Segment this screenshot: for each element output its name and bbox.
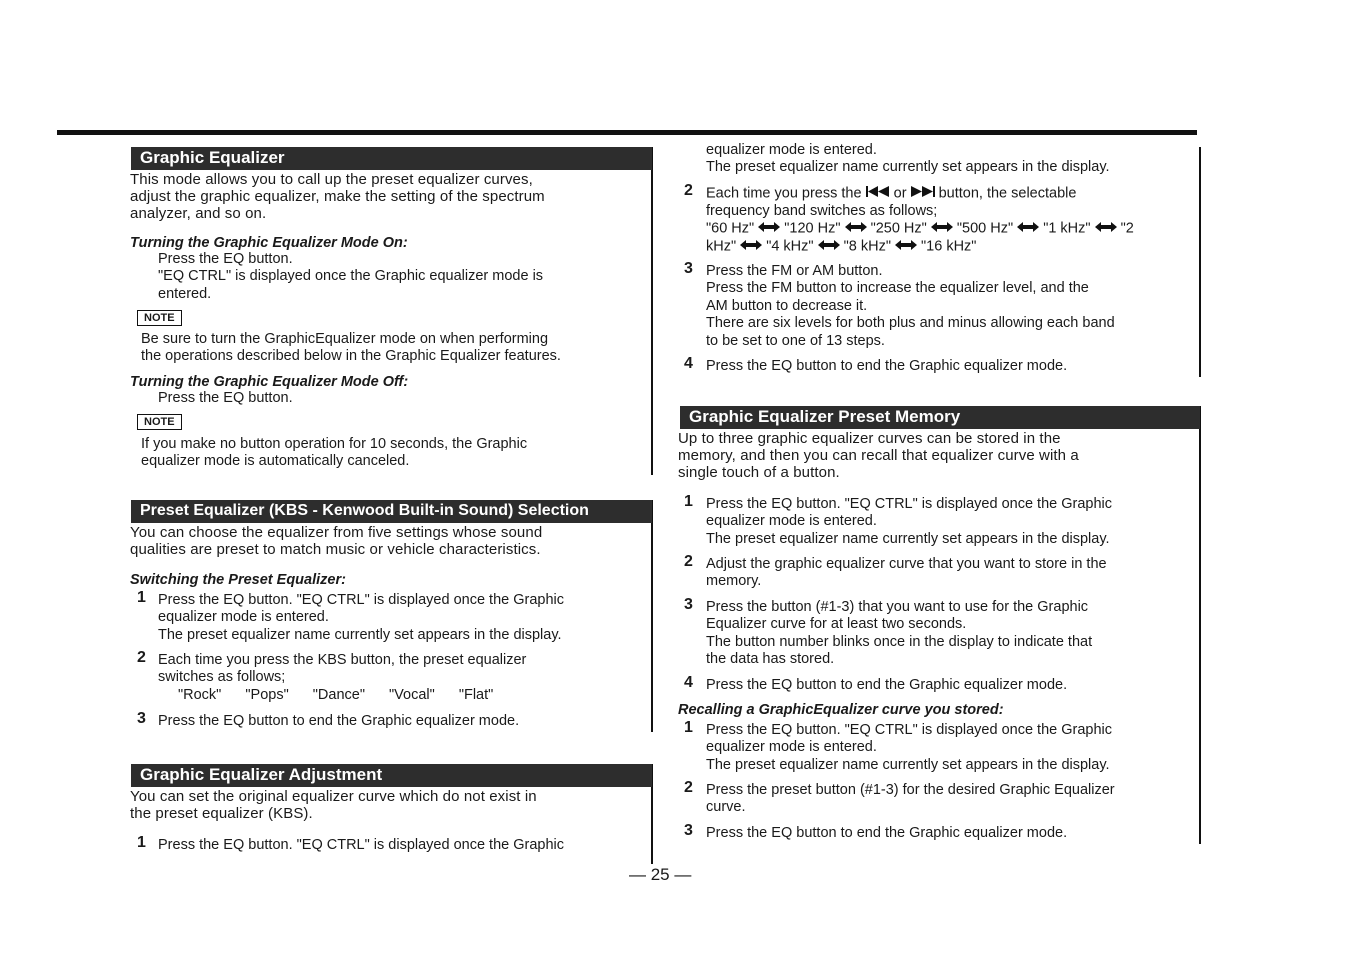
- continued-text: equalizer mode is entered. The preset equalizer name currently set appears in the display.: [706, 142, 1110, 176]
- note-text: If you make no button operation for 10 seconds, the Graphic equalizer mode is automatically canceled.: [141, 436, 528, 470]
- step-text: Press the EQ button. "EQ CTRL" is displayed once the Graphic equalizer mode is entered. The preset equalizer name currently set appears in the display.: [158, 592, 565, 643]
- left-column-rule: [651, 500, 653, 732]
- double-arrow-icon: [1095, 220, 1117, 237]
- step-number: 1: [684, 719, 693, 736]
- subheading-recall: Recalling a GraphicEqualizer curve you stored:: [678, 702, 1004, 718]
- double-arrow-icon: [758, 220, 780, 237]
- skip-back-icon: [866, 185, 890, 202]
- memory-intro: Up to three graphic equalizer curves can be stored in the memory, and then you can recall that equalizer curve with a single touch of a button.: [678, 430, 1079, 481]
- step-text: Press the button (#1-3) that you want to use for the Graphic Equalizer curve for at least two seconds. The button number blinks once in the display to indicate that the data has stored.: [706, 599, 1093, 668]
- step-number: 2: [137, 649, 146, 666]
- step-number: 2: [684, 553, 693, 570]
- step-text: Press the EQ button to end the Graphic equalizer mode.: [706, 677, 1068, 693]
- subheading-mode-on: Turning the Graphic Equalizer Mode On:: [130, 235, 408, 251]
- section-title-eq-adjustment: Graphic Equalizer Adjustment: [131, 764, 652, 787]
- subheading-mode-off: Turning the Graphic Equalizer Mode Off:: [130, 374, 409, 390]
- step-text: Press the EQ button. "EQ CTRL" is displayed once the Graphic equalizer mode is entered. The preset equalizer name currently set appears in the display.: [706, 496, 1113, 547]
- step-text: Press the FM or AM button. Press the FM button to increase the equalizer level, and the AM button to decrease it. There are six levels for both plus and minus allowing each band to be set to one of 13 steps.: [706, 263, 1115, 349]
- top-rule: [57, 130, 1197, 135]
- step-text: Press the EQ button to end the Graphic equalizer mode.: [158, 713, 520, 729]
- preset-list: "Rock" "Pops" "Dance" "Vocal" "Flat": [178, 687, 494, 703]
- step-text: Press the EQ button. "EQ CTRL" is displayed once the Graphic equalizer mode is entered. The preset equalizer name currently set appears in the display.: [706, 722, 1113, 773]
- step-text: Each time you press the KBS button, the preset equalizer switches as follows;: [158, 652, 527, 686]
- double-arrow-icon: [845, 220, 867, 237]
- step-number: 1: [137, 589, 146, 606]
- step-number: 2: [684, 779, 693, 796]
- note-badge: NOTE: [137, 414, 182, 430]
- step-text: Adjust the graphic equalizer curve that you want to store in the memory.: [706, 556, 1107, 590]
- note-badge: NOTE: [137, 310, 182, 326]
- step-number: 4: [684, 355, 693, 372]
- step-number: 2: [684, 182, 693, 199]
- step-text: Press the EQ button. "EQ CTRL" is displayed once the Graphic: [158, 837, 565, 853]
- subheading-switching-preset: Switching the Preset Equalizer:: [130, 572, 346, 588]
- step-number: 4: [684, 674, 693, 691]
- mode-on-text: Press the EQ button. "EQ CTRL" is displayed once the Graphic equalizer mode is entered.: [158, 251, 544, 302]
- step-text: Each time you press the or button, the selectable frequency band switches as follows; "60 Hz" "120 Hz" "250 Hz" "500 Hz" "1 kHz" "2 kHz" "4 kHz" "8 kHz" "16 kHz": [706, 185, 1134, 255]
- mode-off-text: Press the EQ button.: [158, 390, 293, 406]
- double-arrow-icon: [818, 238, 840, 255]
- double-arrow-icon: [895, 238, 917, 255]
- graphic-eq-intro: This mode allows you to call up the preset equalizer curves, adjust the graphic equalizer, make the setting of the spectrum analyzer, and so on.: [130, 171, 545, 222]
- step-number: 1: [137, 834, 146, 851]
- step-number: 1: [684, 493, 693, 510]
- left-column-rule: [651, 147, 653, 475]
- step-number: 3: [684, 596, 693, 613]
- section-title-preset-memory: Graphic Equalizer Preset Memory: [680, 406, 1200, 429]
- step-text: Press the preset button (#1-3) for the desired Graphic Equalizer curve.: [706, 782, 1115, 816]
- right-column-rule: [1199, 147, 1201, 377]
- kbs-intro: You can choose the equalizer from five settings whose sound qualities are preset to match music or vehicle characteristics.: [130, 524, 543, 558]
- right-column-rule: [1199, 406, 1201, 844]
- step-number: 3: [137, 710, 146, 727]
- double-arrow-icon: [931, 220, 953, 237]
- step-number: 3: [684, 822, 693, 839]
- double-arrow-icon: [1017, 220, 1039, 237]
- step-text: Press the EQ button to end the Graphic equalizer mode.: [706, 358, 1068, 374]
- page-number: — 25 —: [629, 865, 692, 884]
- double-arrow-icon: [740, 238, 762, 255]
- section-title-graphic-equalizer: Graphic Equalizer: [131, 147, 652, 170]
- section-title-kbs: Preset Equalizer (KBS - Kenwood Built-in Sound) Selection: [131, 500, 652, 523]
- band-sequence-row: kHz" "4 kHz" "8 kHz" "16 kHz": [706, 238, 977, 255]
- skip-forward-icon: [911, 185, 935, 202]
- step-number: 3: [684, 260, 693, 277]
- note-text: Be sure to turn the GraphicEqualizer mode on when performing the operations described below in the Graphic Equalizer features.: [141, 331, 561, 365]
- step-text: Press the EQ button to end the Graphic equalizer mode.: [706, 825, 1068, 841]
- band-sequence-row: "60 Hz" "120 Hz" "250 Hz" "500 Hz" "1 kHz" "2: [706, 220, 1134, 237]
- adjust-intro: You can set the original equalizer curve which do not exist in the preset equalizer (KBS).: [130, 788, 537, 822]
